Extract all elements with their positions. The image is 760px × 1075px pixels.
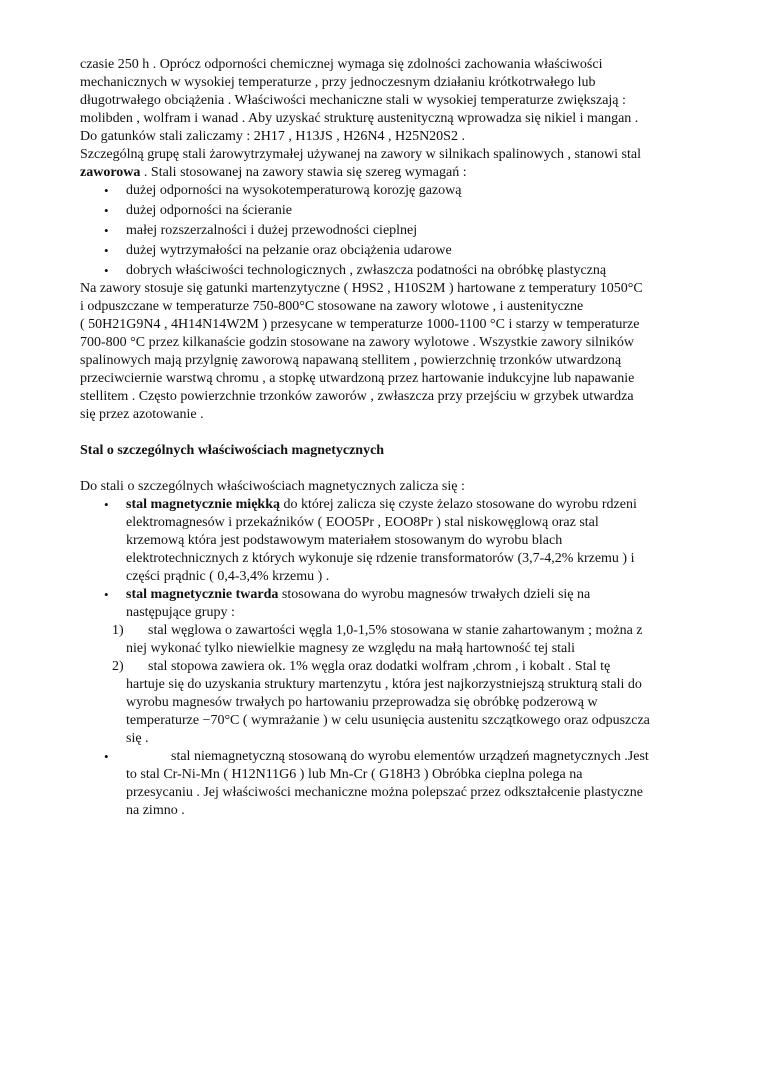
group2-line: się . (126, 731, 149, 746)
soft-line: części prądnic ( 0,4-3,4% krzemu ) . (126, 569, 330, 584)
group1-line: niej wykonać tylko niewielkie magnesy ze względu na małą hartowność tej stali (126, 641, 576, 656)
bullet-marker: • (104, 263, 109, 278)
group-number: 2) (112, 659, 124, 674)
list-item: małej rozszerzalności i dużej przewodności cieplnej (126, 223, 418, 238)
para2-line: Szczególną grupę stali żarowytrzymałej używanej na zawory w silnikach spalinowych , stanowi stal (80, 147, 641, 162)
para2-line (80, 164, 467, 182)
group1-line: stal węglowa o zawartości węgla 1,0-1,5% stosowana w stanie zahartowanym ; można z (148, 623, 643, 638)
bold-term: zaworowa (80, 165, 141, 180)
bullet-marker: • (104, 203, 109, 218)
group2-line: stal stopowa zawiera ok. 1% węgla oraz dodatki wolfram ,chrom , i kobalt . Stal tę (148, 659, 611, 674)
list-item: dużej odporności na ścieranie (126, 203, 292, 218)
para3-line: się przez azotowanie . (80, 407, 204, 422)
para1-line: Do gatunków stali zaliczamy : 2H17 , H13JS , H26N4 , H25N20S2 . (80, 129, 465, 144)
hard-line (126, 586, 590, 604)
soft-line (126, 496, 637, 514)
group2-line: wyrobu magnesów trwałych po hartowaniu przeprowadza się obróbkę podzerową w (126, 695, 598, 710)
soft-line: elektrotechnicznych z których wykonuje się rdzenie transformatorów (3,7-4,2% krzemu ) i (126, 551, 635, 566)
para2-text: . Stali stosowanej na zawory stawia się szereg wymagań : (140, 165, 467, 180)
bold-term: stal magnetycznie twarda (126, 587, 279, 602)
soft-text: do której zalicza się czyste żelazo stosowane do wyrobu rdzeni (279, 497, 637, 512)
bullet-marker: • (104, 223, 109, 238)
group-number: 1) (112, 623, 124, 638)
hard-text: stosowana do wyrobu magnesów trwałych dzieli się na (278, 587, 591, 602)
intro-line: Do stali o szczególnych właściwościach magnetycznych zalicza się : (80, 479, 465, 494)
para3-line: przeciwciernie warstwą chromu , a stopkę utwardzoną przez hartowanie indukcyjne lub napawanie (80, 371, 635, 386)
soft-line: krzemową która jest podstawowym materiałem stosowanym do wyrobu blach (126, 533, 563, 548)
para1-line: czasie 250 h . Oprócz odporności chemicznej wymaga się zdolności zachowania właściwości (80, 57, 603, 72)
nonmag-line: to stal Cr-Ni-Mn ( H12N11G6 ) lub Mn-Cr ( G18H3 ) Obróbka cieplna polega na (126, 767, 583, 782)
para1-line: molibden , wolfram i wanad . Aby uzyskać strukturę austenityczną wprowadza się nikiel i mangan . (80, 111, 639, 126)
para3-line: Na zawory stosuje się gatunki martenzytyczne ( H9S2 , H10S2M ) hartowane z temperatury 1050°C (80, 281, 643, 296)
bullet-marker: • (104, 587, 109, 602)
soft-line: elektromagnesów i przekaźników ( EOO5Pr , EOO8Pr ) stal niskowęglową oraz stal (126, 515, 599, 530)
para1-line: długotrwałego obciążenia . Właściwości mechaniczne stali w wysokiej temperaturze zwiększają : (80, 93, 626, 108)
para3-line: stellitem . Często powierzchnie trzonków zaworów , zwłaszcza przy przejściu w grzybek utwardza (80, 389, 634, 404)
para3-line: i odpuszczane w temperaturze 750-800°C stosowane na zawory wlotowe , i austenityczne (80, 299, 584, 314)
para1-line: mechanicznych w wysokiej temperaturze , przy jednoczesnym działaniu krótkotrwałego lub (80, 75, 596, 90)
nonmag-line: stal niemagnetyczną stosowaną do wyrobu elementów urządzeń magnetycznych .Jest (171, 749, 649, 764)
nonmag-line: na zimno . (126, 803, 185, 818)
bullet-marker: • (104, 749, 109, 764)
bullet-marker: • (104, 497, 109, 512)
para3-line: 700-800 °C przez kilkanaście godzin stosowane na zawory wylotowe . Wszystkie zawory silników (80, 335, 634, 350)
hard-line: następujące grupy : (126, 605, 235, 620)
para3-line: ( 50H21G9N4 , 4H14N14W2M ) przesycane w temperaturze 1000-1100 °C i starzy w temperaturze (80, 317, 640, 332)
list-item: dużej odporności na wysokotemperaturową korozję gazową (126, 183, 462, 198)
para3-line: spalinowych mają przylgnię zaworową napawaną stellitem , powierzchnię trzonków utwardzoną (80, 353, 622, 368)
section-heading: Stal o szczególnych właściwościach magnetycznych (80, 443, 385, 458)
bullet-marker: • (104, 183, 109, 198)
group2-line: temperaturze −70°C ( wymrażanie ) w celu usunięcia austenitu szczątkowego oraz odpuszcza (126, 713, 650, 728)
list-item: dużej wytrzymałości na pełzanie oraz obciążenia udarowe (126, 243, 452, 258)
group2-line: hartuje się do uzyskania struktury martenzytu , która jest najkorzystniejszą strukturą stali do (126, 677, 642, 692)
bold-term: stal magnetycznie miękką (126, 497, 280, 512)
bullet-marker: • (104, 243, 109, 258)
list-item: dobrych właściwości technologicznych , zwłaszcza podatności na obróbkę plastyczną (126, 263, 607, 278)
nonmag-line: przesycaniu . Jej właściwości mechaniczne można polepszać przez odkształcenie plastyczne (126, 785, 643, 800)
